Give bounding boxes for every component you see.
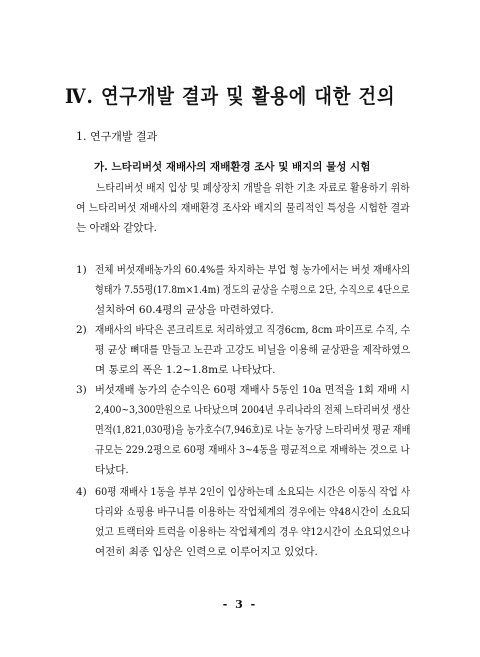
item-line: 타났다.: [95, 464, 129, 476]
subsection-title: 가. 느타리버섯 재배사의 재배환경 조사 및 배지의 물성 시험: [94, 161, 371, 173]
page-number: - 3 -: [222, 598, 258, 611]
item-number: 1): [76, 264, 87, 276]
intro-line: 느타리버섯 배지 입상 및 폐상장치 개발을 위한 기초 자료로 활용하기 위하: [96, 182, 410, 194]
section-title: 1. 연구개발 결과: [76, 130, 158, 143]
intro-line: 는 아래와 같았다.: [76, 222, 158, 234]
item-line: 60평 재배사 1동을 부부 2인이 입상하는데 소요되는 시간은 이동식 작업 사: [95, 486, 411, 498]
intro-line: 여 느타리버섯 재배사의 재배환경 조사와 배지의 물리적인 특성을 시험한 결과: [76, 202, 410, 214]
item-line: 버섯재배 농가의 순수익은 60평 재배사 5동인 10a 면적을 1회 재배 시: [95, 384, 411, 396]
item-line: 형태가 7.55평(17.8m×1.4m) 정도의 균상을 수평으로 2단, 수직으로 4단으로: [95, 284, 410, 296]
item-number: 3): [76, 384, 87, 396]
item-line: 다리와 쇼핑용 바구니를 이용하는 작업체계의 경우에는 약48시간이 소요되: [95, 506, 411, 518]
item-number: 4): [76, 486, 87, 498]
item-line: 재배사의 바닥은 콘크리트로 처리하였고 직경6cm, 8cm 파이프로 수직, 수: [95, 324, 411, 336]
item-line: 었고 트랙터와 트럭을 이용하는 작업체계의 경우 약12시간이 소요되었으나: [95, 526, 411, 538]
item-line: 평 균상 뼈대를 만들고 노끈과 고강도 비닐을 이용해 균상판을 제작하였으: [95, 344, 411, 356]
item-line: 면적(1,821,030평)을 농가호수(7,946호)로 나눈 농가당 느타리버섯 평균 재배: [95, 424, 411, 436]
item-line: 설치하여 60.4평의 균상을 마련하였다.: [95, 304, 274, 316]
chapter-title: Ⅳ. 연구개발 결과 및 활용에 대한 건의: [65, 84, 396, 108]
item-line: 며 통로의 폭은 1.2~1.8m로 나타났다.: [95, 364, 276, 376]
item-line: 여전히 최종 입상은 인력으로 이루어지고 있었다.: [95, 546, 318, 558]
item-line: 규모는 229.2평으로 60평 재배사 3~4동을 평균적으로 재배하는 것으로 나: [95, 444, 410, 456]
item-line: 2,400~3,300만원으로 나타났으며 2004년 우리나라의 전체 느타리버섯 생산: [95, 404, 410, 416]
item-number: 2): [76, 324, 87, 336]
item-line: 전체 버섯재배농가의 60.4%를 차지하는 부업 형 농가에서는 버섯 재배사의: [95, 264, 411, 276]
